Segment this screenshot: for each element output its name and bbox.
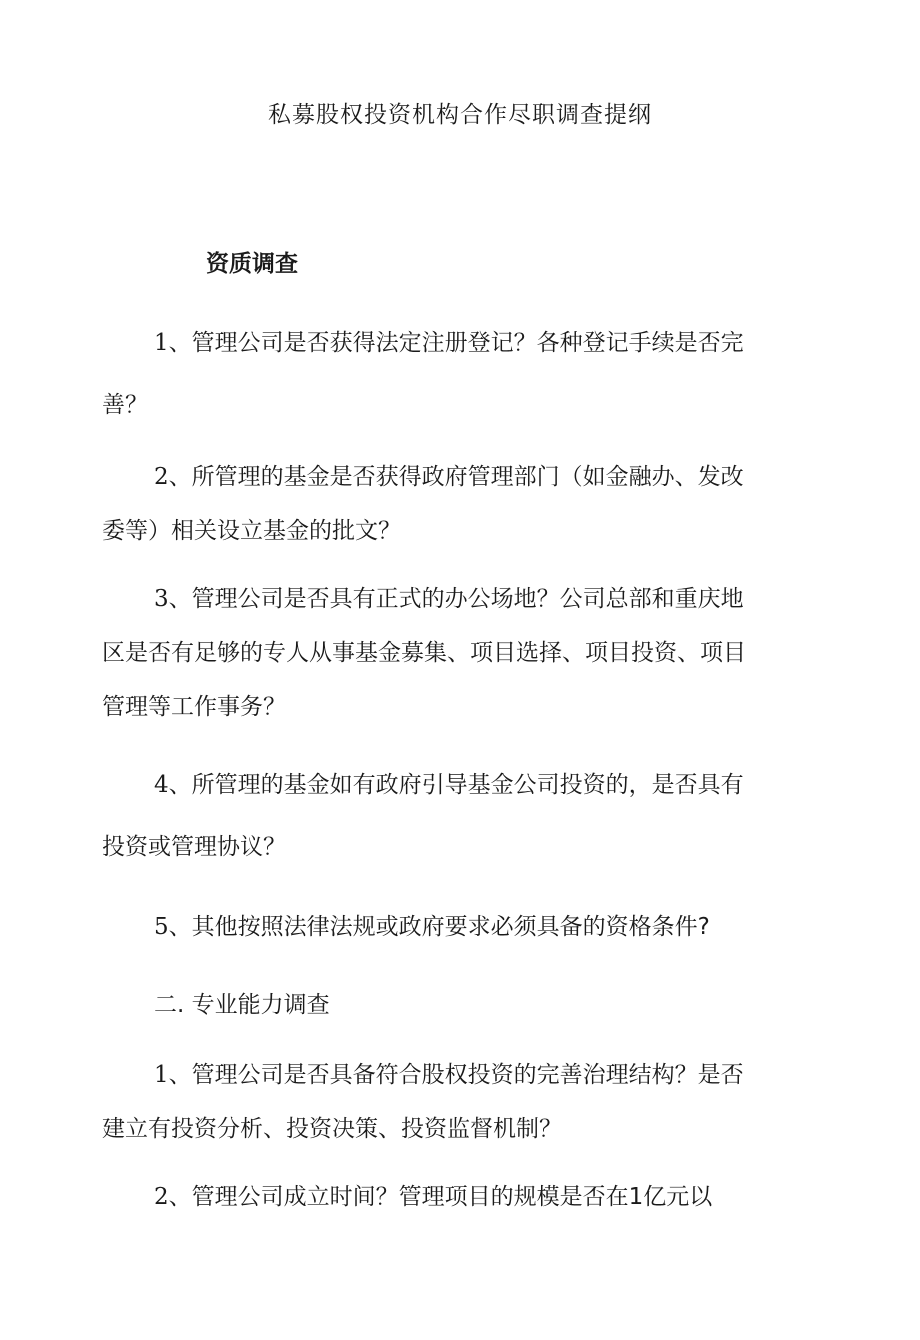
item-3-line-3: 管理等工作事务？ xyxy=(102,694,286,720)
item-text: 、所管理的基金如有政府引导基金公司投资的，是否具有 xyxy=(168,772,744,798)
item-5-line-1 xyxy=(154,908,710,941)
item-text: 、管理公司成立时间？管理项目的规模是否在1亿元以 xyxy=(168,1184,713,1210)
document-title: 私募股权投资机构合作尽职调查提纲 xyxy=(268,102,652,128)
item-text: 、管理公司是否具有正式的办公场地？公司总部和重庆地 xyxy=(168,586,744,612)
item-number: 5 xyxy=(154,914,169,940)
item-number: 3 xyxy=(154,586,169,612)
item-number: 2 xyxy=(154,464,169,490)
item-4-line-2: 投资或管理协议？ xyxy=(102,834,286,860)
section2-item-2-line-1 xyxy=(154,1178,712,1211)
item-2-line-2: 委等）相关设立基金的批文？ xyxy=(102,518,401,544)
item-text: 、其他按照法律法规或政府要求必须具备的资格条件? xyxy=(168,914,710,940)
item-number: 2 xyxy=(154,1184,169,1210)
item-text: 、管理公司是否获得法定注册登记？各种登记手续是否完 xyxy=(168,330,744,356)
item-3-line-2: 区是否有足够的专人从事基金募集、项目选择、项目投资、项目 xyxy=(102,640,746,666)
item-number: 1 xyxy=(154,1062,169,1088)
item-text: 、管理公司是否具备符合股权投资的完善治理结构？是否 xyxy=(168,1062,744,1088)
item-4-line-1 xyxy=(154,766,744,799)
item-number: 4 xyxy=(154,772,169,798)
item-1-line-1 xyxy=(154,324,744,357)
item-2-line-1 xyxy=(154,458,744,491)
section-heading-qualification: 资质调查 xyxy=(206,251,298,277)
section2-item-1-line-2: 建立有投资分析、投资决策、投资监督机制？ xyxy=(102,1116,562,1142)
item-3-line-1 xyxy=(154,580,744,613)
section-heading-professional-ability: 二. 专业能力调查 xyxy=(154,992,330,1018)
item-text: 、所管理的基金是否获得政府管理部门（如金融办、发改 xyxy=(168,464,744,490)
item-number: 1 xyxy=(154,330,169,356)
section2-item-1-line-1 xyxy=(154,1056,744,1089)
item-1-line-2: 善？ xyxy=(102,392,148,418)
